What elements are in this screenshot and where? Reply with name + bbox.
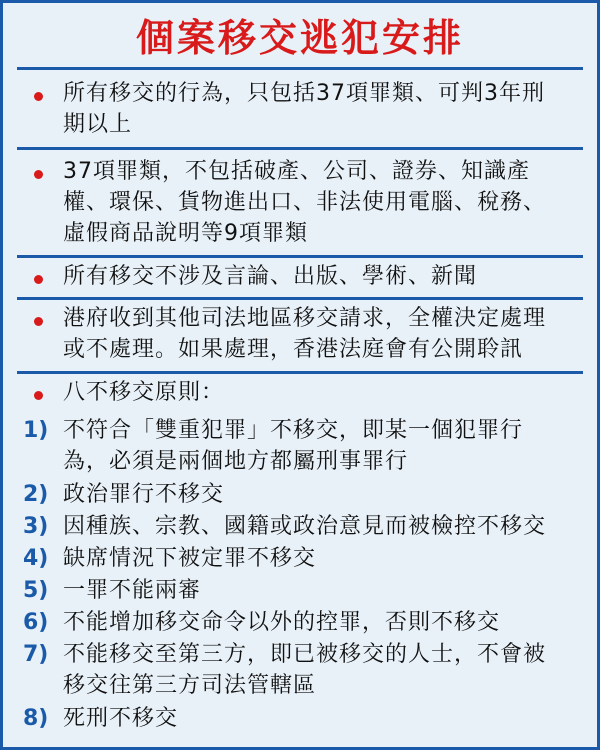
principle-line: 因種族、宗教、國籍或政治意見而被檢控不移交 [63,514,547,539]
bullet-item [63,78,577,140]
bullet-item [63,377,577,408]
principle-item [63,511,577,542]
principle-item [63,607,577,638]
principle-line: 為，必須是兩個地方都屬刑事罪行 [63,449,409,474]
principle-line: 不能增加移交命令以外的控罪，否則不移交 [63,610,501,635]
principle-line: 一罪不能兩審 [63,578,202,603]
page-title: 個案移交逃犯安排 [135,16,464,60]
principle-number: 3) [23,514,49,539]
principle-number: 6) [23,610,49,635]
principle-item [63,543,577,574]
principle-number: 2) [23,482,49,507]
divider [17,255,583,258]
bullet-item [63,303,577,365]
principle-item [63,479,577,510]
bullet-dot [34,92,43,101]
principle-line: 死刑不移交 [63,706,179,731]
principle-number: 8) [23,706,49,731]
principle-number: 1) [23,418,49,443]
principle-number: 5) [23,578,49,603]
principle-item [63,639,577,701]
bullet-line: 期以上 [63,112,133,137]
bullet-line: 所有移交不涉及言論、出版、學術、新聞 [63,264,478,289]
principle-line: 政治罪行不移交 [63,482,225,507]
principle-item [63,415,577,477]
bullet-line: 或不處理。如果處理，香港法庭會有公開聆訊 [63,337,524,362]
bullet-line: 八不移交原則： [63,380,225,405]
principle-number: 4) [23,546,49,571]
bullet-line: 權、環保、貨物進出口、非法使用電腦、稅務、 [63,190,547,215]
principle-line: 不符合「雙重犯罪」不移交，即某一個犯罪行 [63,418,524,443]
principle-number: 7) [23,642,49,667]
bullet-line: 所有移交的行為，只包括37項罪類、可判3年刑 [63,81,545,106]
divider [17,147,583,150]
bullet-item [63,156,577,249]
divider [17,371,583,374]
principle-line: 缺席情況下被定罪不移交 [63,546,317,571]
bullet-line: 37項罪類，不包括破產、公司、證券、知識產 [63,159,530,184]
divider [17,297,583,300]
bullet-line: 虛假商品說明等9項罪類 [63,221,308,246]
principle-item [63,575,577,606]
principle-line: 移交往第三方司法管轄區 [63,673,317,698]
divider [17,67,583,70]
bullet-dot [34,170,43,179]
bullet-dot [34,275,43,284]
principle-item [63,703,577,734]
bullet-dot [34,391,43,400]
principle-line: 不能移交至第三方，即已被移交的人士，不會被 [63,642,547,667]
bullet-dot [34,317,43,326]
bullet-item [63,261,577,292]
bullet-line: 港府收到其他司法地區移交請求，全權決定處理 [63,306,547,331]
